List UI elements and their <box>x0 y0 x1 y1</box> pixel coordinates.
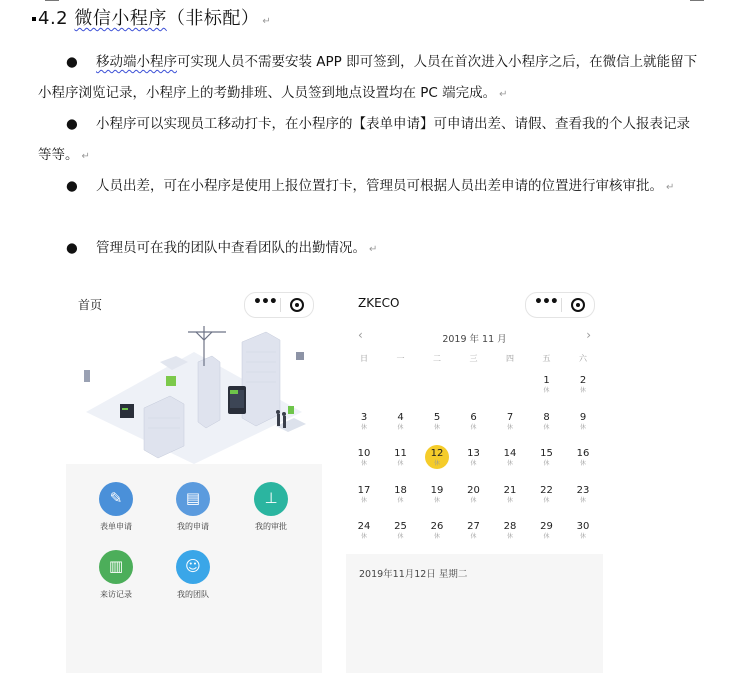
mini-program-capsule[interactable] <box>244 292 314 318</box>
day-number: 17 <box>357 484 371 496</box>
next-month-icon[interactable]: › <box>586 328 591 342</box>
day-status: 休 <box>397 533 404 540</box>
bullet-marker: ● <box>66 178 78 194</box>
calendar-day[interactable] <box>349 409 379 437</box>
menu-item-label: 我的审批 <box>255 522 287 531</box>
heading-number: 4.2 <box>38 8 75 29</box>
day-number: 18 <box>394 484 407 496</box>
day-status: 休 <box>360 460 367 467</box>
day-status: 休 <box>470 496 477 504</box>
menu-item-label: 我的团队 <box>177 590 209 599</box>
day-number: 19 <box>430 484 444 496</box>
page-corner-mark <box>45 0 59 1</box>
day-number: 6 <box>470 411 477 423</box>
day-number: 8 <box>543 411 550 423</box>
capsule-divider <box>561 298 562 312</box>
calendar-day[interactable] <box>459 409 489 437</box>
day-number: 26 <box>430 521 444 532</box>
weekday-header: 三 <box>469 354 478 363</box>
menu-item-label: 表单申请 <box>100 522 132 531</box>
day-status: 休 <box>433 533 440 540</box>
day-status: 休 <box>360 423 367 431</box>
day-number: 30 <box>576 521 590 532</box>
more-icon[interactable]: ••• <box>253 294 277 310</box>
day-status: 休 <box>433 460 440 467</box>
calendar-day[interactable] <box>422 409 452 437</box>
calendar-day[interactable] <box>568 409 598 437</box>
day-number: 2 <box>579 375 587 386</box>
day-number: 11 <box>394 448 407 459</box>
menu-item[interactable] <box>81 550 151 600</box>
list-marker <box>32 17 36 21</box>
calendar-day[interactable] <box>568 482 598 510</box>
day-status: 休 <box>433 423 440 431</box>
calendar-day[interactable] <box>568 518 598 546</box>
day-number: 28 <box>503 521 517 532</box>
day-status: 休 <box>470 533 477 540</box>
calendar-day[interactable] <box>568 372 598 400</box>
day-number: 22 <box>540 484 553 496</box>
bullet-marker: ● <box>66 240 78 256</box>
calendar-day[interactable] <box>386 518 416 546</box>
calendar-day[interactable] <box>532 445 562 473</box>
paragraph-mark: ↵ <box>369 244 378 255</box>
document-icon[interactable]: ▤ <box>176 482 210 516</box>
day-number: 10 <box>357 448 371 459</box>
day-number: 9 <box>579 411 587 423</box>
calendar-day[interactable] <box>532 409 562 437</box>
prev-month-icon[interactable]: ‹ <box>358 328 363 342</box>
hero-illustration <box>66 322 322 464</box>
bullet-paragraph <box>38 47 698 110</box>
close-target-icon[interactable] <box>290 298 304 312</box>
day-status: 休 <box>579 460 586 467</box>
day-status: 休 <box>360 533 367 540</box>
calendar-day[interactable] <box>532 518 562 546</box>
heading-title: 微信小程序 <box>74 8 167 29</box>
calendar-day[interactable] <box>422 445 452 473</box>
weekday-header: 二 <box>433 354 441 363</box>
calendar-day[interactable] <box>349 518 379 546</box>
calendar-day[interactable] <box>349 482 379 510</box>
mini-program-capsule[interactable] <box>525 292 595 318</box>
paragraph-mark: ↵ <box>262 16 272 27</box>
menu-item[interactable] <box>158 482 228 532</box>
calendar-month-label: 2019 年 11 月 <box>442 334 507 345</box>
day-status: 休 <box>397 423 404 431</box>
day-status: 休 <box>506 460 513 467</box>
day-status: 休 <box>470 460 477 467</box>
menu-item[interactable] <box>236 482 306 532</box>
paragraph-mark: ↵ <box>499 89 508 100</box>
calendar-day[interactable] <box>532 482 562 510</box>
paragraph-mark: ↵ <box>81 151 90 162</box>
selected-date-label: 2019年11月12日 星期二 <box>359 569 468 580</box>
day-status: 休 <box>579 533 586 540</box>
day-status: 休 <box>543 460 550 467</box>
bullet-paragraph <box>38 171 698 203</box>
day-status: 休 <box>506 496 513 504</box>
paragraph-text: 人员出差，可在小程序是使用上报位置打卡，管理员可根据人员出差申请的位置进行审核审批。 <box>96 178 663 194</box>
mini-program-nav-bar <box>346 286 603 322</box>
capsule-divider <box>280 298 281 312</box>
day-number: 16 <box>576 448 590 459</box>
calendar-day[interactable] <box>349 445 379 473</box>
team-icon[interactable]: ☺ <box>176 550 210 584</box>
calendar-day[interactable] <box>459 445 489 473</box>
day-status: 休 <box>360 496 367 504</box>
day-status: 休 <box>543 533 550 540</box>
section-heading <box>32 4 271 30</box>
day-status: 休 <box>579 387 586 394</box>
phone-home-screen <box>66 286 322 673</box>
calendar-day[interactable] <box>495 409 525 437</box>
day-number: 13 <box>467 448 480 459</box>
day-number: 27 <box>467 521 480 532</box>
menu-item-label: 来访记录 <box>100 590 132 599</box>
page-corner-mark <box>690 0 704 1</box>
day-status: 休 <box>579 423 586 431</box>
page-title: 首页 <box>78 298 103 312</box>
day-number: 12 <box>430 448 444 459</box>
day-number: 29 <box>540 521 553 532</box>
weekday-header: 六 <box>579 354 587 363</box>
day-status: 休 <box>543 387 550 394</box>
day-status: 休 <box>397 496 404 504</box>
mini-program-nav-bar <box>66 286 322 322</box>
menu-item-label: 我的申请 <box>177 522 209 531</box>
calendar-day[interactable] <box>422 482 452 510</box>
weekday-header: 日 <box>360 354 368 363</box>
calendar-day[interactable] <box>495 482 525 510</box>
bullet-paragraph <box>38 109 698 172</box>
day-number: 7 <box>506 411 514 423</box>
paragraph-text: 可实现人员不需要安装 APP 即可签到，人员在首次进入小程序之后，在微信上就能留下小程序浏览记录，小程序上的考勤排班、人员签到地点设置均在 PC 端完成。 <box>38 54 698 101</box>
calendar-day[interactable] <box>422 518 452 546</box>
day-status: 休 <box>543 496 550 504</box>
day-number: 5 <box>433 411 441 423</box>
day-number: 1 <box>543 375 550 386</box>
bullet-paragraph <box>38 233 698 265</box>
day-number: 20 <box>467 484 480 496</box>
paragraph-text: 移动端小程序 <box>96 54 177 70</box>
heading-subtitle: （非标配） <box>166 8 260 29</box>
day-number: 24 <box>357 521 371 532</box>
day-number: 23 <box>576 484 590 496</box>
phone-calendar-screen <box>346 286 603 673</box>
day-number: 4 <box>397 411 404 423</box>
menu-item[interactable] <box>81 482 151 532</box>
day-status: 休 <box>470 423 477 431</box>
day-status: 休 <box>433 496 440 504</box>
bullet-marker: ● <box>66 54 78 70</box>
calendar-day[interactable] <box>568 445 598 473</box>
stamp-icon[interactable]: ⊥ <box>254 482 288 516</box>
day-status: 休 <box>579 496 586 504</box>
visitor-icon[interactable]: ▥ <box>99 550 133 584</box>
close-target-icon[interactable] <box>571 298 585 312</box>
calendar-day[interactable] <box>459 482 489 510</box>
day-number: 15 <box>540 448 553 459</box>
weekday-header: 五 <box>542 354 551 363</box>
day-status: 休 <box>543 423 550 431</box>
calendar-day[interactable] <box>386 409 416 437</box>
day-number: 21 <box>503 484 517 496</box>
more-icon[interactable]: ••• <box>534 294 558 310</box>
menu-item[interactable] <box>158 550 228 600</box>
form-icon[interactable]: ✎ <box>99 482 133 516</box>
calendar-day[interactable] <box>386 445 416 473</box>
paragraph-text: 小程序可以实现员工移动打卡，在小程序的【表单申请】可申请出差、请假、查看我的个人报表记录等等。 <box>38 116 690 163</box>
calendar <box>346 322 603 554</box>
bullet-marker: ● <box>66 116 78 132</box>
day-status: 休 <box>506 423 513 431</box>
paragraph-text: 管理员可在我的团队中查看团队的出勤情况。 <box>96 240 366 256</box>
weekday-header: 一 <box>396 354 405 363</box>
weekday-header: 四 <box>506 354 514 363</box>
day-number: 14 <box>503 448 517 459</box>
calendar-day[interactable] <box>459 518 489 546</box>
day-number: 3 <box>360 411 368 423</box>
day-status: 休 <box>506 533 513 540</box>
day-status: 休 <box>397 460 404 467</box>
paragraph-mark: ↵ <box>666 182 675 193</box>
calendar-day[interactable] <box>495 445 525 473</box>
calendar-day[interactable] <box>386 482 416 510</box>
day-number: 25 <box>394 521 407 532</box>
calendar-day[interactable] <box>495 518 525 546</box>
app-title: ZKECO <box>358 296 400 310</box>
calendar-day[interactable] <box>532 372 562 400</box>
